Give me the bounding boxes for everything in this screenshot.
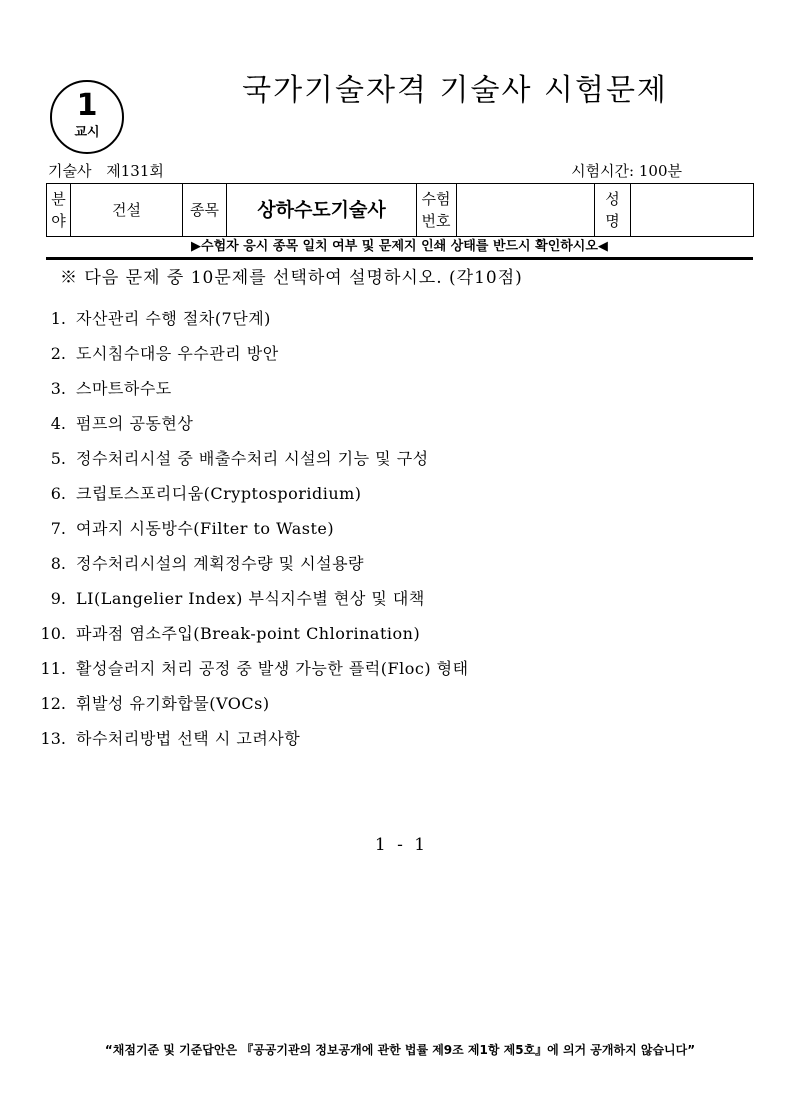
exam-meta [48, 161, 164, 181]
question-item [0, 378, 800, 413]
footer-note: “채점기준 및 기준답안은 『공공기관의 정보공개에 관한 법률 제9조 제1항 제5호』에 의거 공개하지 않습니다” [104, 1043, 696, 1057]
question-item [0, 518, 800, 553]
question-number: 10. [40, 624, 66, 643]
question-number: 8. [50, 554, 66, 573]
question-number: 13. [40, 729, 66, 748]
exam-round: 제131회 [106, 162, 164, 180]
question-item [0, 483, 800, 518]
question-item [0, 658, 800, 693]
question-item [0, 343, 800, 378]
question-text: 활성슬러지 처리 공정 중 발생 가능한 플럭(Floc) 형태 [76, 659, 469, 678]
question-text: 크립토스포리디움(Cryptosporidium) [76, 484, 362, 503]
question-item [0, 448, 800, 483]
exam-number-field[interactable] [457, 184, 595, 237]
question-item [0, 623, 800, 658]
question-text: 도시침수대응 우수관리 방안 [76, 344, 279, 363]
session-badge [50, 80, 124, 154]
name-field[interactable] [631, 184, 754, 237]
exam-time-value: 100분 [638, 162, 682, 180]
question-text: 파과점 염소주입(Break-point Chlorination) [76, 624, 421, 643]
exam-time [571, 161, 682, 181]
instruction: ※ 다음 문제 중 10문제를 선택하여 설명하시오. (각10점) [60, 268, 523, 288]
field-label-cell [47, 184, 71, 237]
question-number: 6. [50, 484, 66, 503]
question-item [0, 413, 800, 448]
question-number: 12. [40, 694, 66, 713]
session-label: 교시 [74, 125, 100, 140]
question-number: 9. [50, 589, 66, 608]
page-title: 국가기술자격 기술사 시험문제 [242, 73, 668, 108]
session-number: 1 [76, 88, 98, 123]
divider [46, 257, 753, 260]
question-item [0, 728, 800, 763]
question-number: 4. [50, 414, 66, 433]
question-number: 7. [50, 519, 66, 538]
field-label: 분야 [51, 190, 66, 230]
question-text: 여과지 시동방수(Filter to Waste) [76, 519, 335, 538]
question-item [0, 588, 800, 623]
category-label: 종목 [183, 184, 227, 237]
question-item [0, 308, 800, 343]
question-list [0, 308, 800, 763]
name-label-cell [595, 184, 631, 237]
category-value: 상하수도기술사 [227, 184, 417, 237]
exam-number-label: 수험번호 [421, 190, 451, 230]
question-text: 자산관리 수행 절차(7단계) [76, 309, 271, 328]
question-number: 2. [50, 344, 66, 363]
question-text: 하수처리방법 선택 시 고려사항 [76, 729, 301, 748]
field-value: 건설 [71, 184, 183, 237]
question-number: 3. [50, 379, 66, 398]
question-item [0, 693, 800, 728]
exam-type: 기술사 [48, 162, 92, 180]
check-notice: ▶수험자 응시 종목 일치 여부 및 문제지 인쇄 상태를 반드시 확인하시오◀ [191, 239, 608, 254]
question-text: LI(Langelier Index) 부식지수별 현상 및 대책 [76, 589, 425, 608]
exam-number-label-cell [417, 184, 457, 237]
question-number: 11. [40, 659, 66, 678]
question-text: 스마트하수도 [76, 379, 172, 398]
question-text: 정수처리시설 중 배출수처리 시설의 기능 및 구성 [76, 449, 429, 468]
question-number: 5. [50, 449, 66, 468]
name-label: 성명 [605, 190, 620, 230]
page-number: 1 - 1 [374, 835, 426, 855]
question-text: 휘발성 유기화합물(VOCs) [76, 694, 270, 713]
question-number: 1. [50, 309, 66, 328]
question-text: 펌프의 공동현상 [76, 414, 194, 433]
exam-info-table [46, 183, 754, 237]
question-item [0, 553, 800, 588]
exam-time-label: 시험시간: [571, 162, 635, 180]
question-text: 정수처리시설의 계획정수량 및 시설용량 [76, 554, 365, 573]
